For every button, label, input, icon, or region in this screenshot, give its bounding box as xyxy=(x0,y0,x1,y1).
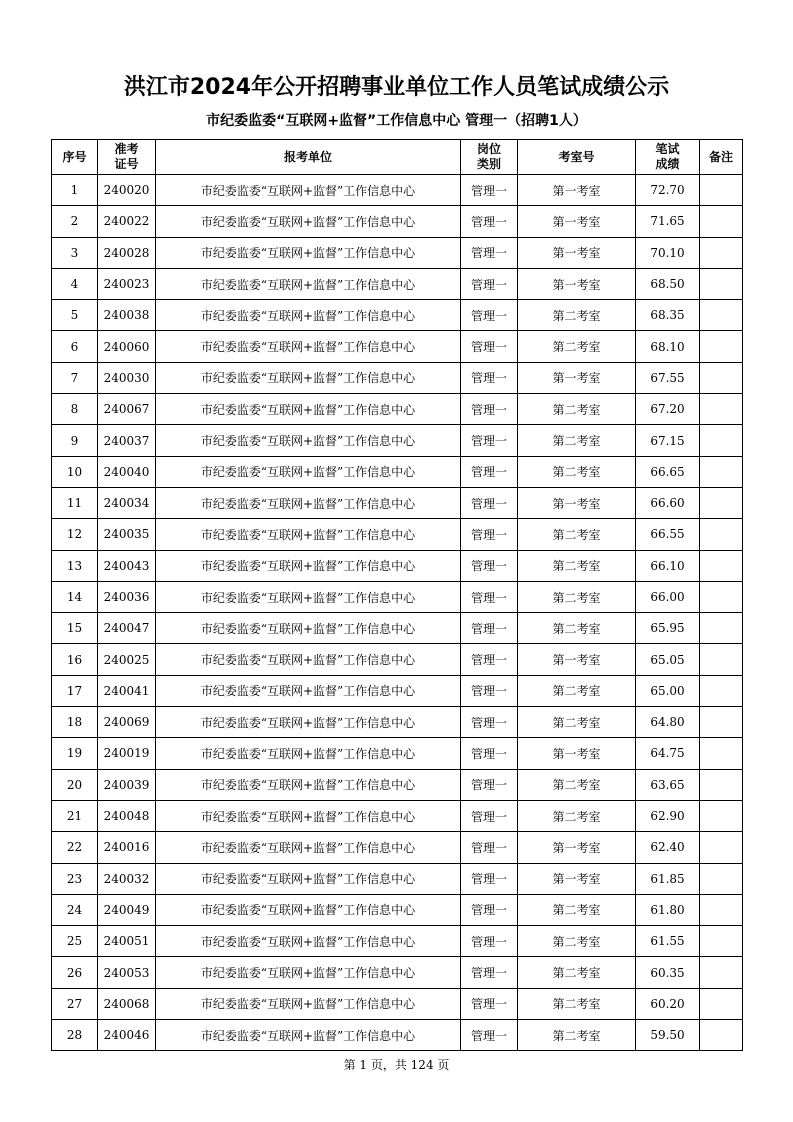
cell-unit: 市纪委监委“互联网+监督”工作信息中心 xyxy=(156,738,461,769)
cell-seq: 4 xyxy=(52,268,98,299)
cell-remark xyxy=(700,738,743,769)
cell-seq: 11 xyxy=(52,487,98,518)
cell-seq: 20 xyxy=(52,769,98,800)
cell-remark xyxy=(700,675,743,706)
header-room: 考室号 xyxy=(518,140,636,175)
cell-score: 64.75 xyxy=(636,738,700,769)
cell-room: 第一考室 xyxy=(518,175,636,206)
table-row xyxy=(52,237,743,268)
table-row xyxy=(52,456,743,487)
cell-score: 66.55 xyxy=(636,519,700,550)
cell-seq: 22 xyxy=(52,832,98,863)
cell-room: 第二考室 xyxy=(518,957,636,988)
cell-room: 第二考室 xyxy=(518,800,636,831)
cell-remark xyxy=(700,613,743,644)
cell-post: 管理一 xyxy=(461,331,518,362)
cell-post: 管理一 xyxy=(461,581,518,612)
cell-score: 66.60 xyxy=(636,487,700,518)
cell-room: 第一考室 xyxy=(518,832,636,863)
cell-unit: 市纪委监委“互联网+监督”工作信息中心 xyxy=(156,425,461,456)
cell-seq: 28 xyxy=(52,1020,98,1051)
table-row xyxy=(52,738,743,769)
cell-score: 68.35 xyxy=(636,300,700,331)
cell-unit: 市纪委监委“互联网+监督”工作信息中心 xyxy=(156,487,461,518)
cell-remark xyxy=(700,487,743,518)
table-row xyxy=(52,425,743,456)
cell-post: 管理一 xyxy=(461,1020,518,1051)
cell-seq: 24 xyxy=(52,894,98,925)
table-row xyxy=(52,206,743,237)
cell-remark xyxy=(700,394,743,425)
cell-unit: 市纪委监委“互联网+监督”工作信息中心 xyxy=(156,800,461,831)
header-remark: 备注 xyxy=(700,140,743,175)
cell-post: 管理一 xyxy=(461,738,518,769)
table-row xyxy=(52,300,743,331)
cell-unit: 市纪委监委“互联网+监督”工作信息中心 xyxy=(156,1020,461,1051)
cell-remark xyxy=(700,550,743,581)
cell-room: 第一考室 xyxy=(518,738,636,769)
cell-unit: 市纪委监委“互联网+监督”工作信息中心 xyxy=(156,394,461,425)
cell-post: 管理一 xyxy=(461,300,518,331)
table-row xyxy=(52,957,743,988)
table-header-row xyxy=(52,140,743,175)
table-row xyxy=(52,175,743,206)
cell-remark xyxy=(700,300,743,331)
cell-score: 59.50 xyxy=(636,1020,700,1051)
cell-room: 第二考室 xyxy=(518,988,636,1019)
cell-remark xyxy=(700,800,743,831)
table-row xyxy=(52,644,743,675)
cell-unit: 市纪委监委“互联网+监督”工作信息中心 xyxy=(156,206,461,237)
page-title: 洪江市2024年公开招聘事业单位工作人员笔试成绩公示 xyxy=(123,75,670,100)
cell-remark xyxy=(700,175,743,206)
cell-unit: 市纪委监委“互联网+监督”工作信息中心 xyxy=(156,926,461,957)
cell-score: 70.10 xyxy=(636,237,700,268)
cell-score: 60.20 xyxy=(636,988,700,1019)
table-row xyxy=(52,894,743,925)
cell-ticket: 240069 xyxy=(98,707,156,738)
cell-post: 管理一 xyxy=(461,675,518,706)
cell-remark xyxy=(700,331,743,362)
cell-ticket: 240039 xyxy=(98,769,156,800)
cell-remark xyxy=(700,926,743,957)
cell-remark xyxy=(700,644,743,675)
cell-seq: 12 xyxy=(52,519,98,550)
cell-score: 61.80 xyxy=(636,894,700,925)
table-row xyxy=(52,394,743,425)
cell-remark xyxy=(700,362,743,393)
cell-score: 60.35 xyxy=(636,957,700,988)
cell-room: 第二考室 xyxy=(518,613,636,644)
cell-seq: 23 xyxy=(52,863,98,894)
cell-remark xyxy=(700,268,743,299)
cell-unit: 市纪委监委“互联网+监督”工作信息中心 xyxy=(156,456,461,487)
cell-room: 第二考室 xyxy=(518,456,636,487)
cell-ticket: 240060 xyxy=(98,331,156,362)
header-seq: 序号 xyxy=(52,140,98,175)
table-row xyxy=(52,581,743,612)
cell-ticket: 240030 xyxy=(98,362,156,393)
cell-unit: 市纪委监委“互联网+监督”工作信息中心 xyxy=(156,644,461,675)
cell-unit: 市纪委监委“互联网+监督”工作信息中心 xyxy=(156,331,461,362)
cell-score: 64.80 xyxy=(636,707,700,738)
cell-score: 61.85 xyxy=(636,863,700,894)
cell-unit: 市纪委监委“互联网+监督”工作信息中心 xyxy=(156,581,461,612)
cell-ticket: 240047 xyxy=(98,613,156,644)
cell-post: 管理一 xyxy=(461,550,518,581)
cell-remark xyxy=(700,237,743,268)
cell-post: 管理一 xyxy=(461,394,518,425)
cell-remark xyxy=(700,894,743,925)
table-row xyxy=(52,550,743,581)
cell-ticket: 240067 xyxy=(98,394,156,425)
cell-unit: 市纪委监委“互联网+监督”工作信息中心 xyxy=(156,894,461,925)
cell-unit: 市纪委监委“互联网+监督”工作信息中心 xyxy=(156,988,461,1019)
table-row xyxy=(52,268,743,299)
cell-room: 第一考室 xyxy=(518,237,636,268)
table-row xyxy=(52,331,743,362)
cell-post: 管理一 xyxy=(461,456,518,487)
cell-ticket: 240022 xyxy=(98,206,156,237)
header-post: 岗位 类别 xyxy=(461,140,518,175)
cell-seq: 8 xyxy=(52,394,98,425)
cell-ticket: 240037 xyxy=(98,425,156,456)
cell-post: 管理一 xyxy=(461,957,518,988)
cell-post: 管理一 xyxy=(461,800,518,831)
cell-seq: 7 xyxy=(52,362,98,393)
cell-seq: 21 xyxy=(52,800,98,831)
cell-score: 65.95 xyxy=(636,613,700,644)
cell-seq: 1 xyxy=(52,175,98,206)
score-table-body xyxy=(52,175,743,1051)
cell-seq: 19 xyxy=(52,738,98,769)
cell-remark xyxy=(700,519,743,550)
cell-ticket: 240053 xyxy=(98,957,156,988)
cell-unit: 市纪委监委“互联网+监督”工作信息中心 xyxy=(156,863,461,894)
cell-unit: 市纪委监委“互联网+监督”工作信息中心 xyxy=(156,519,461,550)
cell-remark xyxy=(700,988,743,1019)
cell-seq: 15 xyxy=(52,613,98,644)
cell-unit: 市纪委监委“互联网+监督”工作信息中心 xyxy=(156,550,461,581)
table-row xyxy=(52,800,743,831)
cell-post: 管理一 xyxy=(461,206,518,237)
cell-post: 管理一 xyxy=(461,926,518,957)
cell-remark xyxy=(700,769,743,800)
cell-seq: 6 xyxy=(52,331,98,362)
cell-score: 62.90 xyxy=(636,800,700,831)
page-footer: 第 1 页，共 124 页 xyxy=(343,1058,450,1072)
score-table xyxy=(51,139,743,1051)
cell-seq: 16 xyxy=(52,644,98,675)
cell-room: 第二考室 xyxy=(518,1020,636,1051)
cell-score: 66.00 xyxy=(636,581,700,612)
cell-ticket: 240036 xyxy=(98,581,156,612)
cell-unit: 市纪委监委“互联网+监督”工作信息中心 xyxy=(156,957,461,988)
cell-unit: 市纪委监委“互联网+监督”工作信息中心 xyxy=(156,237,461,268)
cell-post: 管理一 xyxy=(461,863,518,894)
cell-remark xyxy=(700,832,743,863)
cell-post: 管理一 xyxy=(461,425,518,456)
cell-remark xyxy=(700,863,743,894)
cell-post: 管理一 xyxy=(461,362,518,393)
cell-ticket: 240035 xyxy=(98,519,156,550)
cell-score: 68.50 xyxy=(636,268,700,299)
cell-post: 管理一 xyxy=(461,613,518,644)
cell-seq: 26 xyxy=(52,957,98,988)
table-row xyxy=(52,988,743,1019)
cell-remark xyxy=(700,206,743,237)
cell-remark xyxy=(700,957,743,988)
cell-room: 第一考室 xyxy=(518,863,636,894)
table-row xyxy=(52,675,743,706)
cell-ticket: 240041 xyxy=(98,675,156,706)
cell-ticket: 240068 xyxy=(98,988,156,1019)
cell-seq: 2 xyxy=(52,206,98,237)
cell-ticket: 240020 xyxy=(98,175,156,206)
cell-score: 67.20 xyxy=(636,394,700,425)
cell-ticket: 240038 xyxy=(98,300,156,331)
cell-score: 72.70 xyxy=(636,175,700,206)
cell-unit: 市纪委监委“互联网+监督”工作信息中心 xyxy=(156,675,461,706)
table-row xyxy=(52,1020,743,1051)
cell-seq: 18 xyxy=(52,707,98,738)
cell-room: 第二考室 xyxy=(518,425,636,456)
cell-ticket: 240034 xyxy=(98,487,156,518)
cell-post: 管理一 xyxy=(461,175,518,206)
cell-unit: 市纪委监委“互联网+监督”工作信息中心 xyxy=(156,613,461,644)
cell-ticket: 240025 xyxy=(98,644,156,675)
cell-remark xyxy=(700,456,743,487)
cell-seq: 9 xyxy=(52,425,98,456)
cell-room: 第二考室 xyxy=(518,519,636,550)
cell-score: 62.40 xyxy=(636,832,700,863)
cell-post: 管理一 xyxy=(461,268,518,299)
table-row xyxy=(52,519,743,550)
header-ticket: 准考 证号 xyxy=(98,140,156,175)
cell-seq: 5 xyxy=(52,300,98,331)
cell-room: 第一考室 xyxy=(518,268,636,299)
cell-room: 第二考室 xyxy=(518,707,636,738)
cell-seq: 27 xyxy=(52,988,98,1019)
table-row xyxy=(52,832,743,863)
cell-post: 管理一 xyxy=(461,832,518,863)
table-row xyxy=(52,707,743,738)
cell-room: 第二考室 xyxy=(518,300,636,331)
cell-seq: 17 xyxy=(52,675,98,706)
cell-room: 第一考室 xyxy=(518,362,636,393)
cell-ticket: 240023 xyxy=(98,268,156,299)
header-score: 笔试 成绩 xyxy=(636,140,700,175)
cell-seq: 10 xyxy=(52,456,98,487)
cell-unit: 市纪委监委“互联网+监督”工作信息中心 xyxy=(156,300,461,331)
cell-unit: 市纪委监委“互联网+监督”工作信息中心 xyxy=(156,707,461,738)
cell-score: 68.10 xyxy=(636,331,700,362)
cell-ticket: 240046 xyxy=(98,1020,156,1051)
cell-post: 管理一 xyxy=(461,769,518,800)
cell-unit: 市纪委监委“互联网+监督”工作信息中心 xyxy=(156,832,461,863)
cell-score: 67.15 xyxy=(636,425,700,456)
cell-room: 第一考室 xyxy=(518,487,636,518)
cell-score: 66.65 xyxy=(636,456,700,487)
cell-room: 第一考室 xyxy=(518,206,636,237)
table-row xyxy=(52,926,743,957)
table-row xyxy=(52,769,743,800)
cell-remark xyxy=(700,425,743,456)
cell-ticket: 240043 xyxy=(98,550,156,581)
cell-room: 第一考室 xyxy=(518,644,636,675)
cell-seq: 3 xyxy=(52,237,98,268)
cell-ticket: 240049 xyxy=(98,894,156,925)
cell-post: 管理一 xyxy=(461,519,518,550)
cell-score: 65.00 xyxy=(636,675,700,706)
cell-post: 管理一 xyxy=(461,644,518,675)
page-subtitle: 市纪委监委“互联网+监督”工作信息中心 管理一（招聘1人） xyxy=(206,113,587,129)
cell-room: 第二考室 xyxy=(518,331,636,362)
cell-ticket: 240040 xyxy=(98,456,156,487)
cell-room: 第二考室 xyxy=(518,675,636,706)
cell-remark xyxy=(700,707,743,738)
cell-seq: 14 xyxy=(52,581,98,612)
table-row xyxy=(52,487,743,518)
cell-room: 第二考室 xyxy=(518,581,636,612)
cell-unit: 市纪委监委“互联网+监督”工作信息中心 xyxy=(156,268,461,299)
cell-score: 67.55 xyxy=(636,362,700,393)
cell-score: 63.65 xyxy=(636,769,700,800)
cell-ticket: 240051 xyxy=(98,926,156,957)
header-unit: 报考单位 xyxy=(156,140,461,175)
cell-ticket: 240016 xyxy=(98,832,156,863)
cell-post: 管理一 xyxy=(461,894,518,925)
cell-ticket: 240028 xyxy=(98,237,156,268)
cell-post: 管理一 xyxy=(461,707,518,738)
cell-room: 第二考室 xyxy=(518,894,636,925)
cell-remark xyxy=(700,581,743,612)
cell-ticket: 240048 xyxy=(98,800,156,831)
cell-seq: 13 xyxy=(52,550,98,581)
table-row xyxy=(52,613,743,644)
cell-room: 第二考室 xyxy=(518,926,636,957)
table-row xyxy=(52,863,743,894)
cell-post: 管理一 xyxy=(461,237,518,268)
cell-room: 第二考室 xyxy=(518,769,636,800)
cell-post: 管理一 xyxy=(461,487,518,518)
cell-post: 管理一 xyxy=(461,988,518,1019)
table-row xyxy=(52,362,743,393)
cell-unit: 市纪委监委“互联网+监督”工作信息中心 xyxy=(156,362,461,393)
cell-unit: 市纪委监委“互联网+监督”工作信息中心 xyxy=(156,175,461,206)
cell-seq: 25 xyxy=(52,926,98,957)
cell-score: 61.55 xyxy=(636,926,700,957)
cell-room: 第二考室 xyxy=(518,394,636,425)
cell-score: 66.10 xyxy=(636,550,700,581)
cell-remark xyxy=(700,1020,743,1051)
cell-unit: 市纪委监委“互联网+监督”工作信息中心 xyxy=(156,769,461,800)
cell-score: 71.65 xyxy=(636,206,700,237)
cell-score: 65.05 xyxy=(636,644,700,675)
cell-ticket: 240019 xyxy=(98,738,156,769)
cell-ticket: 240032 xyxy=(98,863,156,894)
cell-room: 第二考室 xyxy=(518,550,636,581)
